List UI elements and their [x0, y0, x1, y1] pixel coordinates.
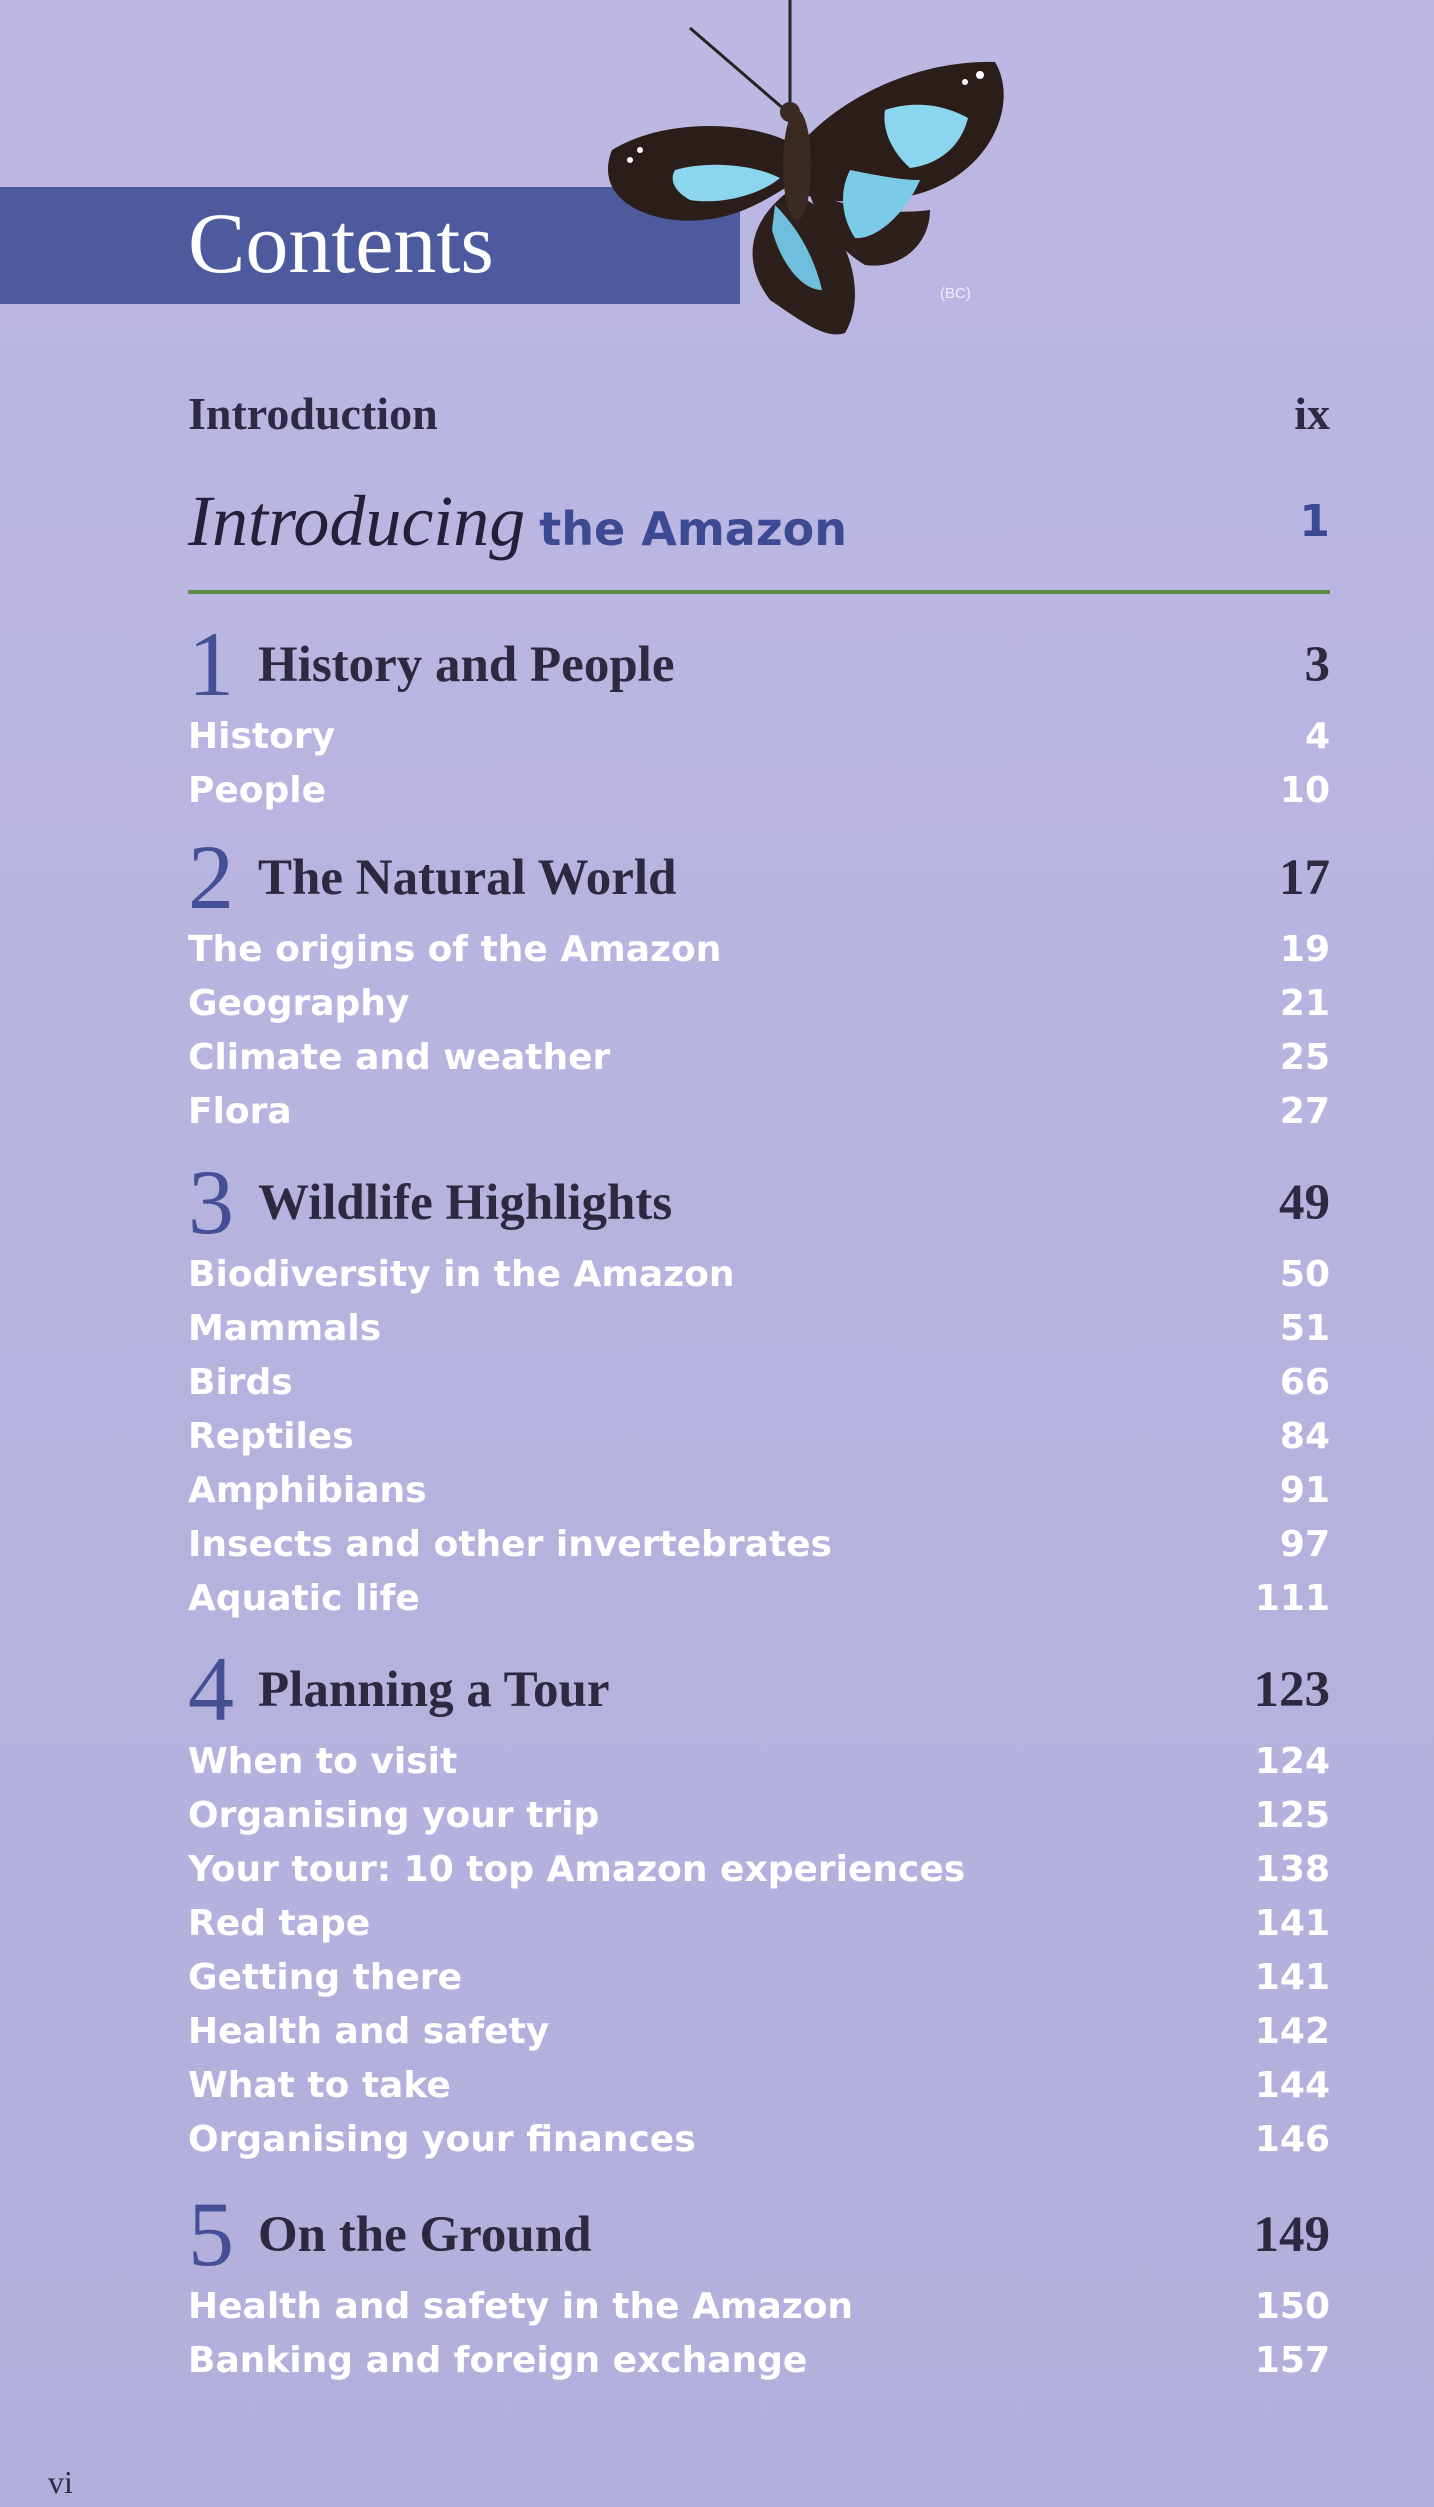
- entry-label: Insects and other invertebrates: [188, 1524, 832, 1565]
- toc-entry[interactable]: [188, 1572, 1330, 1626]
- toc-entry[interactable]: [188, 1951, 1330, 2005]
- entry-label: Banking and foreign exchange: [188, 2340, 808, 2381]
- entry-label: Birds: [188, 1362, 293, 1403]
- chapter-number: 3: [188, 1151, 234, 1253]
- toc-entry[interactable]: [188, 1356, 1330, 1410]
- toc-entry[interactable]: [188, 2059, 1330, 2113]
- entry-page: 142: [1254, 2011, 1330, 2052]
- chapter-entries: [188, 2280, 1330, 2388]
- page-number: vi: [48, 2464, 73, 2500]
- entry-page: 4: [1304, 716, 1330, 757]
- entry-label: Health and safety in the Amazon: [188, 2286, 854, 2327]
- chapter-page: 123: [1253, 1662, 1330, 1718]
- photo-credit: (BC): [940, 285, 971, 302]
- entry-page: 21: [1279, 983, 1330, 1024]
- chapter-page: 49: [1279, 1175, 1330, 1231]
- entry-page: 138: [1254, 1849, 1330, 1890]
- entry-label: Flora: [188, 1091, 292, 1132]
- entry-page: 150: [1254, 2286, 1330, 2327]
- entry-page: 146: [1254, 2119, 1330, 2160]
- chapter-number: 2: [188, 826, 234, 928]
- toc-entry[interactable]: [188, 1248, 1330, 1302]
- entry-page: 66: [1279, 1362, 1330, 1403]
- chapter-title[interactable]: Wildlife Highlights: [258, 1175, 673, 1231]
- entry-label: What to take: [188, 2065, 451, 2106]
- chapter-number: 5: [188, 2183, 234, 2285]
- toc-entry[interactable]: [188, 2113, 1330, 2167]
- chapter-title[interactable]: The Natural World: [258, 850, 677, 906]
- toc-entry[interactable]: [188, 2280, 1330, 2334]
- entry-page: 10: [1279, 770, 1330, 811]
- entry-page: 50: [1279, 1254, 1330, 1295]
- toc-entry[interactable]: [188, 1735, 1330, 1789]
- chapter-title[interactable]: On the Ground: [258, 2207, 592, 2263]
- chapter-entries: [188, 1248, 1330, 1626]
- toc-entry[interactable]: [188, 2334, 1330, 2388]
- part-heading-row[interactable]: [188, 480, 1330, 570]
- entry-page: 91: [1279, 1470, 1330, 1511]
- entry-label: Organising your finances: [188, 2119, 696, 2160]
- entry-page: 141: [1254, 1903, 1330, 1944]
- chapter-page: 149: [1253, 2207, 1330, 2263]
- toc-entry[interactable]: [188, 1085, 1330, 1139]
- toc-entry[interactable]: [188, 923, 1330, 977]
- entry-page: 19: [1279, 929, 1330, 970]
- chapter-page: 3: [1304, 637, 1330, 693]
- page-title: Contents: [188, 195, 494, 291]
- chapter-entries: [188, 1735, 1330, 2167]
- chapter-entries: [188, 923, 1330, 1139]
- entry-page: 84: [1279, 1416, 1330, 1457]
- entry-label: History: [188, 716, 336, 757]
- toc-entry[interactable]: [188, 2005, 1330, 2059]
- part-page: 1: [1299, 496, 1330, 547]
- entry-label: Climate and weather: [188, 1037, 611, 1078]
- entry-label: Getting there: [188, 1957, 463, 1998]
- toc-entry[interactable]: [188, 1031, 1330, 1085]
- entry-label: The origins of the Amazon: [188, 929, 722, 970]
- introduction-page: ix: [1294, 388, 1330, 439]
- toc-entry[interactable]: [188, 1464, 1330, 1518]
- chapter-title[interactable]: History and People: [258, 637, 675, 693]
- entry-page: 97: [1279, 1524, 1330, 1565]
- entry-page: 111: [1254, 1578, 1330, 1619]
- part-title-italic: Introducing: [188, 481, 526, 561]
- part-title-text: the Amazon: [539, 502, 847, 556]
- entry-label: Red tape: [188, 1903, 371, 1944]
- toc-entry[interactable]: [188, 1789, 1330, 1843]
- entry-page: 157: [1254, 2340, 1330, 2381]
- entry-label: Amphibians: [188, 1470, 427, 1511]
- toc-entry[interactable]: [188, 764, 1330, 818]
- chapter-number: 1: [188, 613, 234, 715]
- toc-entry[interactable]: [188, 710, 1330, 764]
- entry-label: Reptiles: [188, 1416, 354, 1457]
- introduction-label: Introduction: [188, 388, 438, 439]
- introduction-row[interactable]: [188, 387, 1330, 447]
- entry-page: 27: [1279, 1091, 1330, 1132]
- toc-entry[interactable]: [188, 1518, 1330, 1572]
- entry-page: 144: [1254, 2065, 1330, 2106]
- chapter-page: 17: [1279, 850, 1330, 906]
- toc-entry[interactable]: [188, 1410, 1330, 1464]
- entry-label: Your tour: 10 top Amazon experiences: [188, 1849, 966, 1890]
- entry-label: Health and safety: [188, 2011, 550, 2052]
- chapter-title[interactable]: Planning a Tour: [258, 1662, 610, 1718]
- entry-page: 141: [1254, 1957, 1330, 1998]
- entry-label: People: [188, 770, 327, 811]
- entry-label: Biodiversity in the Amazon: [188, 1254, 735, 1295]
- divider-rule: [188, 590, 1330, 594]
- toc-entry[interactable]: [188, 1843, 1330, 1897]
- entry-label: Organising your trip: [188, 1795, 600, 1836]
- entry-label: When to visit: [188, 1741, 458, 1782]
- chapter-number: 4: [188, 1638, 234, 1740]
- entry-page: 25: [1279, 1037, 1330, 1078]
- entry-page: 125: [1254, 1795, 1330, 1836]
- entry-page: 51: [1279, 1308, 1330, 1349]
- entry-label: Mammals: [188, 1308, 382, 1349]
- chapter-entries: [188, 710, 1330, 818]
- part-title: [188, 480, 847, 563]
- toc-entry[interactable]: [188, 977, 1330, 1031]
- entry-page: 124: [1254, 1741, 1330, 1782]
- toc-entry[interactable]: [188, 1302, 1330, 1356]
- entry-label: Geography: [188, 983, 410, 1024]
- entry-label: Aquatic life: [188, 1578, 420, 1619]
- toc-entry[interactable]: [188, 1897, 1330, 1951]
